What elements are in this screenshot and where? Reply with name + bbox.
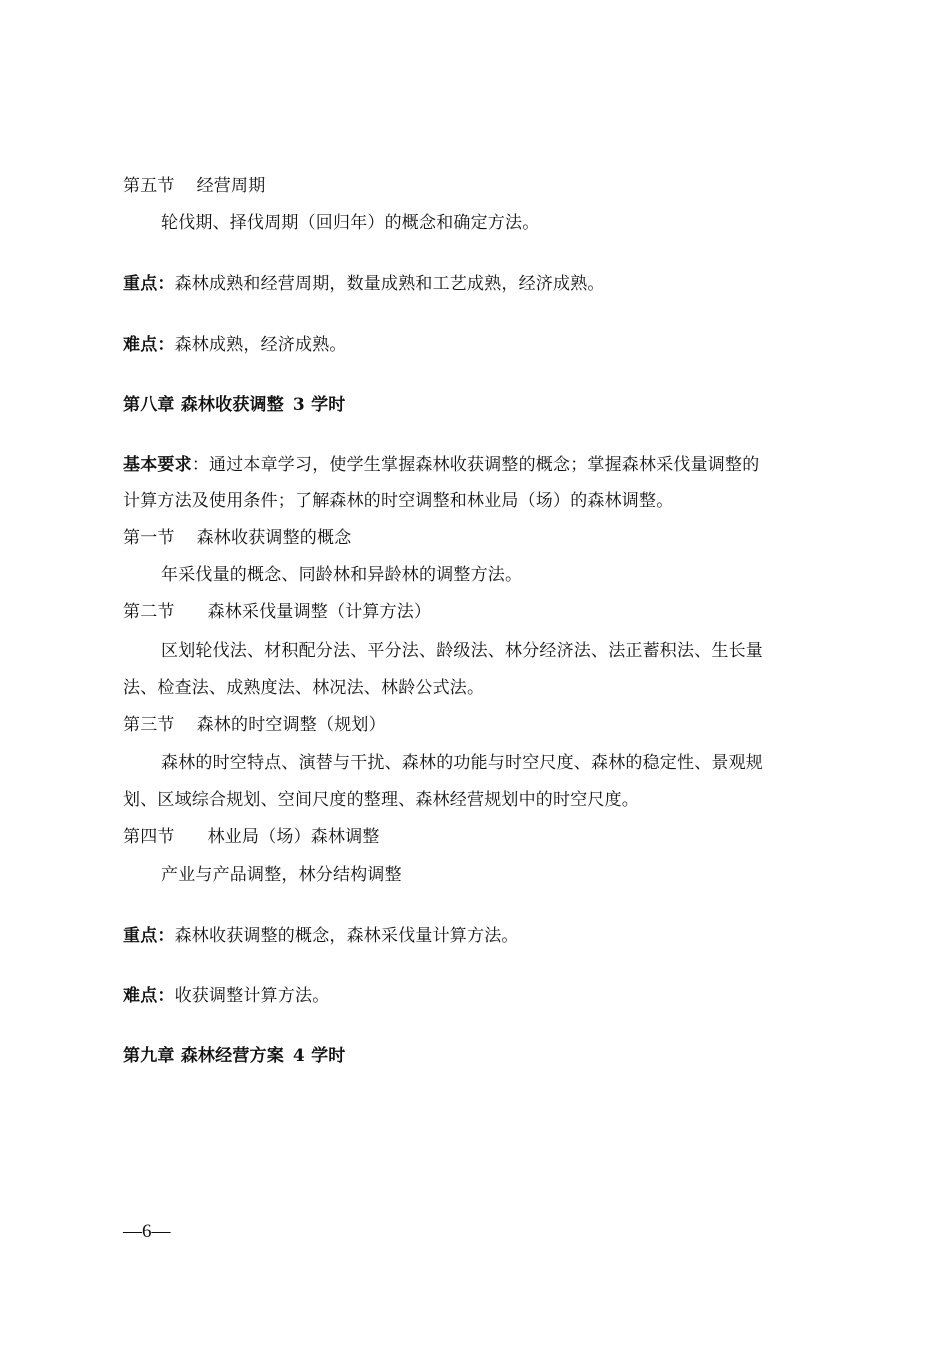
chapter-title: 第九章 森林经营方案 (123, 1046, 284, 1066)
chapter-hours: 3 学时 (292, 395, 346, 415)
difficulty-label: 难点： (123, 335, 175, 355)
section-body-line1: 区划轮伐法、材积配分法、平分法、龄级法、林分经济法、法正蓄积法、生长量 (161, 641, 763, 661)
section-number: 第三节 (123, 715, 175, 735)
section-number: 第二节 (123, 602, 175, 622)
difficulty-text: 森林成熟，经济成熟。 (174, 335, 347, 355)
section-heading-ch8-sec4 (123, 826, 843, 848)
section-number: 第四节 (123, 827, 175, 847)
section-heading-ch7-sec5 (123, 175, 843, 197)
requirements-ch8 (123, 454, 843, 476)
chapter-heading-ch9 (123, 1045, 843, 1067)
section-body: 轮伐期、择伐周期（回归年）的概念和确定方法。 (161, 213, 540, 233)
key-points-label: 重点： (123, 926, 175, 946)
section-title: 森林收获调整的概念 (196, 528, 352, 548)
requirements-text-line2: 计算方法及使用条件；了解森林的时空调整和林业局（场）的森林调整。 (123, 491, 674, 511)
section-heading-ch8-sec3 (123, 714, 843, 736)
key-points-text: 森林收获调整的概念，森林采伐量计算方法。 (174, 926, 519, 946)
chapter-title: 第八章 森林收获调整 (123, 395, 284, 415)
section-heading-ch8-sec1 (123, 527, 843, 549)
difficulty-ch7 (123, 334, 843, 356)
section-body: 年采伐量的概念、同龄林和异龄林的调整方法。 (161, 565, 523, 585)
chapter-heading-ch8 (123, 394, 843, 416)
section-body-line2: 划、区域综合规划、空间尺度的整理、森林经营规划中的时空尺度。 (123, 790, 639, 810)
requirements-label: 基本要求 (123, 455, 192, 475)
section-title: 森林采伐量调整（计算方法） (207, 602, 432, 622)
section-body-line1: 森林的时空特点、演替与干扰、森林的功能与时空尺度、森林的稳定性、景观规 (161, 753, 763, 773)
key-points-label: 重点： (123, 274, 175, 294)
requirements-text-line1: ：通过本章学习，使学生掌握森林收获调整的概念；掌握森林采伐量调整的 (191, 455, 760, 475)
difficulty-ch8 (123, 985, 843, 1007)
key-points-text: 森林成熟和经营周期，数量成熟和工艺成熟，经济成熟。 (174, 274, 605, 294)
section-number: 第五节 (123, 176, 175, 196)
section-body-line2: 法、检查法、成熟度法、林况法、林龄公式法。 (123, 678, 485, 698)
difficulty-label: 难点： (123, 986, 175, 1006)
difficulty-text: 收获调整计算方法。 (174, 986, 330, 1006)
page-number: —6— (123, 1221, 171, 1242)
chapter-hours: 4 学时 (292, 1046, 346, 1066)
section-title: 林业局（场）森林调整 (207, 827, 380, 847)
section-heading-ch8-sec2 (123, 601, 843, 623)
section-number: 第一节 (123, 528, 175, 548)
key-points-ch7 (123, 273, 843, 295)
section-title: 森林的时空调整（规划） (196, 715, 386, 735)
section-title: 经营周期 (196, 176, 266, 196)
key-points-ch8 (123, 925, 843, 947)
section-body: 产业与产品调整，林分结构调整 (161, 865, 402, 885)
